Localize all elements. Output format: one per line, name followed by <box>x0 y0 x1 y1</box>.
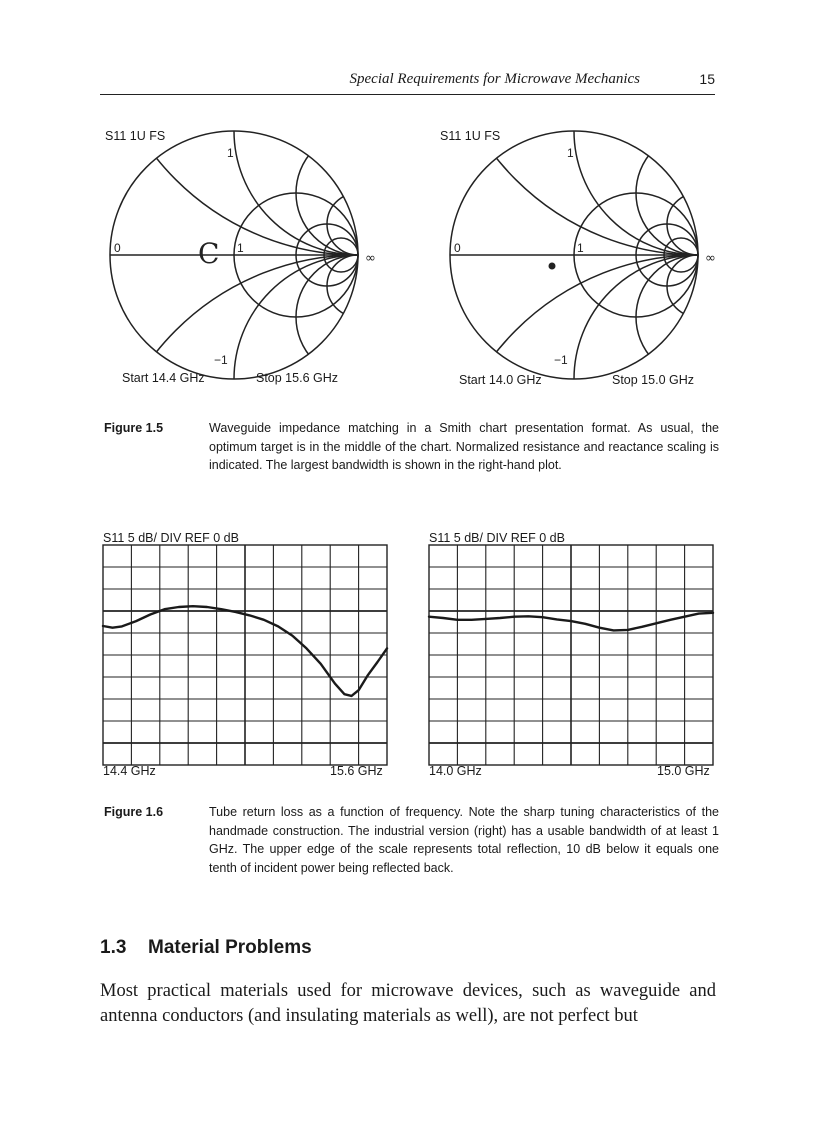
section-heading <box>100 937 312 959</box>
smith-right-start: Start 14.0 GHz <box>459 373 542 387</box>
plot-left-x-start: 14.4 GHz <box>103 764 156 778</box>
section-number: 1.3 <box>100 937 127 958</box>
figure-1-6-caption <box>104 803 719 879</box>
smith-label: 0 <box>114 241 121 255</box>
smith-reactance-arc <box>100 0 616 255</box>
smith-reactance-arc <box>296 255 420 379</box>
smith-reactance-arc <box>440 0 816 255</box>
section-title: Material Problems <box>148 937 312 958</box>
running-title: Special Requirements for Microwave Mechanics <box>349 71 640 87</box>
figure-1-5-caption <box>104 419 719 479</box>
smith-label: −1 <box>214 353 228 367</box>
smith-right-stop: Stop 15.0 GHz <box>612 373 694 387</box>
smith-label: 1 <box>237 241 244 255</box>
smith-reactance-arc <box>574 255 816 400</box>
smith-right-title: S11 1U FS <box>440 129 501 143</box>
smith-label: 1 <box>577 241 584 255</box>
plot-right-x-start: 14.0 GHz <box>429 764 482 778</box>
smith-label: 1 <box>567 146 574 160</box>
body-paragraph: Most practical materials used for microwave devices, such as waveguide and antenna conductors (and insulating materials as well), are not perfect but <box>100 981 716 1026</box>
smith-left-start: Start 14.4 GHz <box>122 371 205 385</box>
plot-left-x-end: 15.6 GHz <box>330 764 383 778</box>
smith-left-stop: Stop 15.6 GHz <box>256 371 338 385</box>
smith-charts <box>0 0 816 400</box>
smith-impedance-dot <box>549 263 556 270</box>
return-loss-plot-left <box>100 544 390 766</box>
smith-label: 0 <box>454 241 461 255</box>
smith-reactance-arc <box>574 7 816 255</box>
page-number: 15 <box>699 71 715 87</box>
smith-chart-right <box>440 0 816 400</box>
smith-label: ∞ <box>365 251 376 266</box>
plot-right-x-end: 15.0 GHz <box>657 764 710 778</box>
smith-label: ∞ <box>705 251 716 266</box>
smith-reactance-arc <box>296 131 420 255</box>
caption-text: Tube return loss as a function of frequency. Note the sharp tuning characteristics of the handmade construction. The industrial version (right) has a usable bandwidth of at least 1 GHz. The upper edge of the scale represents total reflection, 10 dB below it equals one tenth of incident power being reflected back. <box>209 805 719 875</box>
smith-reactance-arc <box>234 7 482 255</box>
smith-reactance-arc <box>636 255 760 379</box>
smith-marker: C <box>198 237 220 270</box>
return-loss-plot-right <box>426 544 716 766</box>
plot-left-title: S11 5 dB/ DIV REF 0 dB <box>103 531 239 545</box>
smith-label: 1 <box>227 146 234 160</box>
smith-left-title: S11 1U FS <box>105 129 166 143</box>
plot-right-title: S11 5 dB/ DIV REF 0 dB <box>429 531 565 545</box>
smith-reactance-arc <box>636 131 760 255</box>
smith-label: −1 <box>554 353 568 367</box>
caption-label: Figure 1.6 <box>104 805 164 819</box>
caption-text: Waveguide impedance matching in a Smith chart presentation format. As usual, the optimum target is in the middle of the chart. Normalized resistance and reactance scaling is indicated. The largest bandwidth is shown in the right-hand plot. <box>209 421 719 472</box>
caption-label: Figure 1.5 <box>104 421 164 435</box>
